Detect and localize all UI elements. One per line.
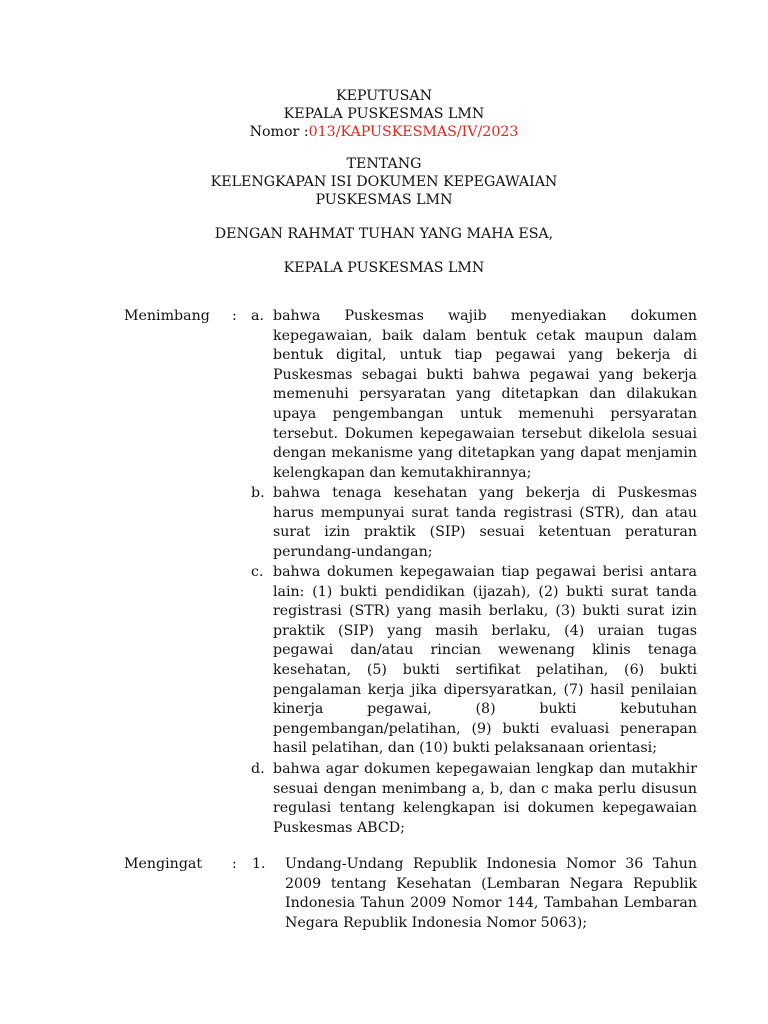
menimbang-mark-d: d.: [251, 761, 265, 777]
rahmat-line: DENGAN RAHMAT TUHAN YANG MAHA ESA,: [214, 226, 554, 242]
doc-number-label: Nomor :: [249, 124, 309, 140]
menimbang-mark-c: c.: [251, 564, 264, 580]
doc-heading: KEPUTUSAN: [335, 88, 432, 104]
kepala-line: KEPALA PUSKESMAS LMN: [283, 260, 485, 276]
menimbang-label: Menimbang: [124, 308, 210, 324]
menimbang-item-c: bahwa dokumen kepegawaian tiap pegawai berisi antara lain: (1) bukti pendidikan (ijazah), (2) bukti surat tanda registrasi (STR) yang masih berlaku, (3) bukti surat izin praktik (SIP) yang masih berlaku, (4) uraian tugas pegawai dan/atau rincian wewenang klinis tenaga kesehatan, (5) bukti sertifikat pelatihan, (6) bukti pengalaman kerja jika dipersyaratkan, (7) hasil penilaian kinerja pegawai, (8) bukti kebutuhan pengembangan/pelatihan, (9) bukti evaluasi penerapan hasil pelatihan, dan (10) bukti pelaksanaan orientasi;: [273, 564, 697, 757]
mengingat-label: Mengingat: [124, 856, 203, 872]
menimbang-item-a: bahwa Puskesmas wajib menyediakan dokumen kepegawaian, baik dalam bentuk cetak maupun dalam bentuk digital, untuk tiap pegawai yang bekerja di Puskesmas sebagai bukti bahwa pegawai yang bekerja memenuhi persyaratan yang ditetapkan dan dilakukan upaya pengembangan untuk memenuhi persyaratan tersebut. Dokumen kepegawaian tersebut dikelola sesuai dengan mekanisme yang ditetapkan yang dapat menjamin kelengkapan dan kemutakhirannya;: [273, 308, 697, 481]
doc-number-value: 013/KAPUSKESMAS/IV/2023: [308, 124, 519, 140]
mengingat-item-1: Undang-Undang Republik Indonesia Nomor 36 Tahun 2009 tentang Kesehatan (Lembaran Negara Republik Indonesia Tahun 2009 Nomor 144, Tambahan Lembaran Negara Republik Indonesia Nomor 5063);: [285, 856, 697, 931]
menimbang-item-d: bahwa agar dokumen kepegawaian lengkap dan mutakhir sesuai dengan menimbang a, b, dan c maka perlu disusun regulasi tentang kelengkapan isi dokumen kepegawaian Puskesmas ABCD;: [273, 761, 697, 836]
menimbang-item-b: bahwa tenaga kesehatan yang bekerja di Puskesmas harus mempunyai surat tanda registrasi (STR), dan atau surat izin praktik (SIP) sesuai ketentuan peraturan perundang-undangan;: [273, 485, 697, 560]
doc-number-line: [0, 123, 768, 142]
doc-subject-line2: PUSKESMAS LMN: [315, 192, 453, 208]
menimbang-mark-b: b.: [251, 485, 265, 501]
doc-issuer: KEPALA PUSKESMAS LMN: [283, 106, 485, 122]
mengingat-colon: :: [232, 856, 237, 872]
doc-subject-line1: KELENGKAPAN ISI DOKUMEN KEPEGAWAIAN: [210, 174, 558, 190]
mengingat-mark-1: 1.: [252, 856, 266, 872]
menimbang-colon: :: [232, 308, 237, 324]
menimbang-mark-a: a.: [251, 308, 264, 324]
tentang-heading: TENTANG: [346, 156, 422, 172]
